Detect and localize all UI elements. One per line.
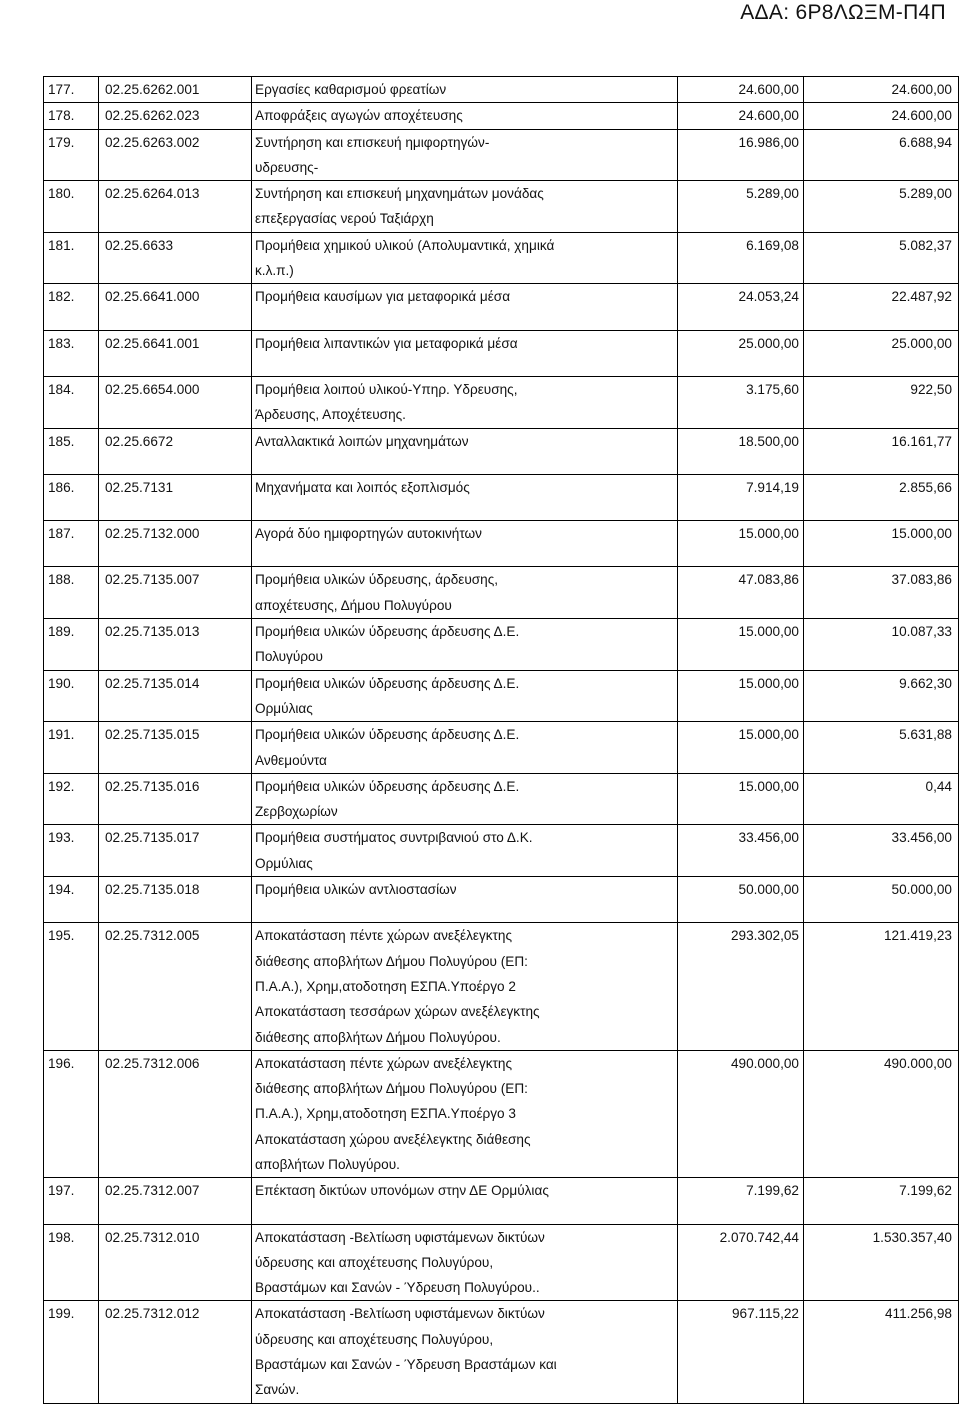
actual-value: 0,44 bbox=[804, 773, 959, 825]
actual-value: 50.000,00 bbox=[804, 877, 959, 923]
table-row bbox=[44, 670, 959, 722]
row-description bbox=[252, 877, 678, 923]
account-code: 02.25.7312.012 bbox=[99, 1301, 252, 1403]
description-line: Συντήρηση και επισκευή μηχανημάτων μονάδας bbox=[255, 186, 544, 202]
row-description bbox=[252, 232, 678, 284]
actual-value: 15.000,00 bbox=[804, 521, 959, 567]
row-number: 191. bbox=[44, 722, 99, 774]
row-spacer bbox=[255, 546, 673, 566]
row-description bbox=[252, 428, 678, 474]
budget-value: 3.175,60 bbox=[678, 376, 804, 428]
budget-value: 33.456,00 bbox=[678, 825, 804, 877]
row-number: 187. bbox=[44, 521, 99, 567]
description-line: Αποκατάσταση πέντε χώρων ανεξέλεγκτης bbox=[255, 1055, 513, 1071]
row-description bbox=[252, 77, 678, 103]
budget-value: 15.000,00 bbox=[678, 670, 804, 722]
row-description bbox=[252, 330, 678, 376]
description-line: αποβλήτων Πολυγύρου. bbox=[255, 1156, 400, 1172]
actual-value: 121.419,23 bbox=[804, 923, 959, 1050]
row-description bbox=[252, 1301, 678, 1403]
row-number: 195. bbox=[44, 923, 99, 1050]
row-number: 185. bbox=[44, 428, 99, 474]
budget-value: 967.115,22 bbox=[678, 1301, 804, 1403]
table-row bbox=[44, 923, 959, 1050]
description-line: Αποκατάσταση τεσσάρων χώρων ανεξέλεγκτης bbox=[255, 1004, 540, 1020]
description-line: Προμήθεια υλικών αντλιοστασίων bbox=[255, 882, 457, 898]
row-description bbox=[252, 103, 678, 129]
row-number: 199. bbox=[44, 1301, 99, 1403]
actual-value: 1.530.357,40 bbox=[804, 1224, 959, 1301]
actual-value: 16.161,77 bbox=[804, 428, 959, 474]
account-code: 02.25.7135.007 bbox=[99, 567, 252, 619]
budget-value: 47.083,86 bbox=[678, 567, 804, 619]
row-number: 179. bbox=[44, 129, 99, 181]
account-code: 02.25.7312.007 bbox=[99, 1178, 252, 1224]
actual-value: 25.000,00 bbox=[804, 330, 959, 376]
budget-value: 490.000,00 bbox=[678, 1050, 804, 1177]
row-spacer bbox=[255, 500, 673, 520]
row-description bbox=[252, 923, 678, 1050]
table-row bbox=[44, 1224, 959, 1301]
description-line: Προμήθεια καυσίμων για μεταφορικά μέσα bbox=[255, 289, 511, 305]
row-description bbox=[252, 181, 678, 233]
description-line: Προμήθεια συστήματος συντριβανιού στο Δ.Κ. bbox=[255, 830, 533, 846]
table-row bbox=[44, 103, 959, 129]
table-row bbox=[44, 129, 959, 181]
row-description bbox=[252, 670, 678, 722]
description-line: Προμήθεια λοιπού υλικού-Υπηρ. Υδρευσης, bbox=[255, 381, 518, 397]
table-row bbox=[44, 1050, 959, 1177]
account-code: 02.25.6672 bbox=[99, 428, 252, 474]
budget-value: 2.070.742,44 bbox=[678, 1224, 804, 1301]
row-description bbox=[252, 619, 678, 671]
account-code: 02.25.6262.023 bbox=[99, 103, 252, 129]
description-line: Βραστάμων και Σανών - Ύδρευση Βραστάμων και bbox=[255, 1357, 557, 1373]
description-line: Πολυγύρου bbox=[255, 649, 323, 665]
row-description bbox=[252, 825, 678, 877]
budget-value: 16.986,00 bbox=[678, 129, 804, 181]
actual-value: 24.600,00 bbox=[804, 103, 959, 129]
row-number: 177. bbox=[44, 77, 99, 103]
description-line: Π.Α.Α.), Χρημ,ατοδοτηση ΕΣΠΑ.Υποέργο 2 bbox=[255, 978, 516, 994]
row-description bbox=[252, 773, 678, 825]
row-spacer bbox=[255, 1204, 673, 1224]
description-line: Εργασίες καθαρισμού φρεατίων bbox=[255, 82, 447, 97]
table-row bbox=[44, 330, 959, 376]
budget-value: 18.500,00 bbox=[678, 428, 804, 474]
account-code: 02.25.6633 bbox=[99, 232, 252, 284]
row-number: 178. bbox=[44, 103, 99, 129]
description-line: διάθεσης αποβλήτων Δήμου Πολυγύρου (ΕΠ: bbox=[255, 953, 528, 969]
account-code: 02.25.7312.005 bbox=[99, 923, 252, 1050]
account-code: 02.25.7135.016 bbox=[99, 773, 252, 825]
account-code: 02.25.7135.018 bbox=[99, 877, 252, 923]
account-code: 02.25.6263.002 bbox=[99, 129, 252, 181]
row-number: 181. bbox=[44, 232, 99, 284]
actual-value: 922,50 bbox=[804, 376, 959, 428]
description-line: Π.Α.Α.), Χρημ,ατοδοτηση ΕΣΠΑ.Υποέργο 3 bbox=[255, 1106, 516, 1122]
account-code: 02.25.7312.010 bbox=[99, 1224, 252, 1301]
row-number: 180. bbox=[44, 181, 99, 233]
row-spacer bbox=[255, 454, 673, 474]
description-line: Προμήθεια υλικών ύδρευσης άρδευσης Δ.Ε. bbox=[255, 778, 520, 794]
row-spacer bbox=[255, 356, 673, 376]
row-description bbox=[252, 376, 678, 428]
description-line: Μηχανήματα και λοιπός εξοπλισμός bbox=[255, 479, 470, 495]
description-line: Ανταλλακτικά λοιπών μηχανημάτων bbox=[255, 433, 469, 449]
budget-value: 15.000,00 bbox=[678, 521, 804, 567]
description-line: Προμήθεια λιπαντικών για μεταφορικά μέσα bbox=[255, 335, 518, 351]
description-line: Ορμύλιας bbox=[255, 700, 313, 716]
account-code: 02.25.6654.000 bbox=[99, 376, 252, 428]
account-code: 02.25.6641.001 bbox=[99, 330, 252, 376]
table-row bbox=[44, 722, 959, 774]
budget-value: 24.053,24 bbox=[678, 284, 804, 330]
budget-value: 6.169,08 bbox=[678, 232, 804, 284]
actual-value: 5.289,00 bbox=[804, 181, 959, 233]
actual-value: 9.662,30 bbox=[804, 670, 959, 722]
table-row bbox=[44, 474, 959, 520]
table-row bbox=[44, 284, 959, 330]
description-line: Προμήθεια υλικών ύδρευσης άρδευσης Δ.Ε. bbox=[255, 675, 520, 691]
row-description bbox=[252, 722, 678, 774]
row-number: 188. bbox=[44, 567, 99, 619]
row-number: 190. bbox=[44, 670, 99, 722]
table-row bbox=[44, 825, 959, 877]
row-description bbox=[252, 1050, 678, 1177]
table-row bbox=[44, 77, 959, 103]
table-row bbox=[44, 877, 959, 923]
row-number: 194. bbox=[44, 877, 99, 923]
row-number: 189. bbox=[44, 619, 99, 671]
actual-value: 7.199,62 bbox=[804, 1178, 959, 1224]
budget-table bbox=[43, 76, 959, 1404]
description-line: διάθεσης αποβλήτων Δήμου Πολυγύρου (ΕΠ: bbox=[255, 1081, 528, 1097]
account-code: 02.25.6264.013 bbox=[99, 181, 252, 233]
description-line: διάθεσης αποβλήτων Δήμου Πολυγύρου. bbox=[255, 1029, 501, 1045]
budget-table-body bbox=[44, 77, 959, 1404]
description-line: κ.λ.π.) bbox=[255, 263, 294, 279]
budget-value: 24.600,00 bbox=[678, 103, 804, 129]
account-code: 02.25.7131 bbox=[99, 474, 252, 520]
actual-value: 2.855,66 bbox=[804, 474, 959, 520]
table-row bbox=[44, 521, 959, 567]
ada-code: ΑΔΑ: 6Ρ8ΛΩΞΜ-Π4Π bbox=[740, 1, 946, 24]
table-row bbox=[44, 428, 959, 474]
row-number: 196. bbox=[44, 1050, 99, 1177]
actual-value: 37.083,86 bbox=[804, 567, 959, 619]
description-line: Προμήθεια υλικών ύδρευσης, άρδευσης, bbox=[255, 572, 499, 588]
account-code: 02.25.6641.000 bbox=[99, 284, 252, 330]
budget-value: 5.289,00 bbox=[678, 181, 804, 233]
table-row bbox=[44, 1178, 959, 1224]
description-line: Αποφράξεις αγωγών αποχέτευσης bbox=[255, 108, 463, 124]
description-line: Αποκατάσταση -Βελτίωση υφιστάμενων δικτύων bbox=[255, 1306, 545, 1322]
table-row bbox=[44, 181, 959, 233]
budget-value: 15.000,00 bbox=[678, 773, 804, 825]
actual-value: 490.000,00 bbox=[804, 1050, 959, 1177]
description-line: επεξεργασίας νερού Ταξιάρχη bbox=[255, 211, 434, 227]
budget-value: 15.000,00 bbox=[678, 619, 804, 671]
budget-value: 25.000,00 bbox=[678, 330, 804, 376]
actual-value: 6.688,94 bbox=[804, 129, 959, 181]
budget-value: 50.000,00 bbox=[678, 877, 804, 923]
row-description bbox=[252, 284, 678, 330]
account-code: 02.25.7132.000 bbox=[99, 521, 252, 567]
budget-value: 293.302,05 bbox=[678, 923, 804, 1050]
description-line: υδρευσης- bbox=[255, 159, 319, 175]
description-line: Προμήθεια υλικών ύδρευσης άρδευσης Δ.Ε. bbox=[255, 727, 520, 743]
description-line: Σανών. bbox=[255, 1382, 300, 1398]
description-line: Βραστάμων και Σανών - Ύδρευση Πολυγύρου.. bbox=[255, 1280, 540, 1296]
budget-value: 7.199,62 bbox=[678, 1178, 804, 1224]
actual-value: 24.600,00 bbox=[804, 77, 959, 103]
row-description bbox=[252, 567, 678, 619]
table-row bbox=[44, 773, 959, 825]
account-code: 02.25.7135.015 bbox=[99, 722, 252, 774]
actual-value: 22.487,92 bbox=[804, 284, 959, 330]
row-number: 193. bbox=[44, 825, 99, 877]
actual-value: 33.456,00 bbox=[804, 825, 959, 877]
description-line: αποχέτευσης, Δήμου Πολυγύρου bbox=[255, 597, 452, 613]
row-description bbox=[252, 1224, 678, 1301]
description-line: Συντήρηση και επισκευή ημιφορτηγών- bbox=[255, 134, 490, 150]
description-line: Αποκατάσταση χώρου ανεξέλεγκτης διάθεσης bbox=[255, 1131, 531, 1147]
row-description bbox=[252, 474, 678, 520]
description-line: Αποκατάσταση -Βελτίωση υφιστάμενων δικτύων bbox=[255, 1229, 545, 1245]
row-spacer bbox=[255, 902, 673, 922]
description-line: Άρδευσης, Αποχέτευσης. bbox=[255, 407, 406, 423]
table-row bbox=[44, 1301, 959, 1403]
row-number: 184. bbox=[44, 376, 99, 428]
description-line: Ορμύλιας bbox=[255, 855, 313, 871]
description-line: ύδρευσης και αποχέτευσης Πολυγύρου, bbox=[255, 1254, 494, 1270]
table-row bbox=[44, 376, 959, 428]
row-number: 197. bbox=[44, 1178, 99, 1224]
budget-value: 7.914,19 bbox=[678, 474, 804, 520]
row-number: 186. bbox=[44, 474, 99, 520]
account-code: 02.25.7135.014 bbox=[99, 670, 252, 722]
row-description bbox=[252, 1178, 678, 1224]
row-number: 198. bbox=[44, 1224, 99, 1301]
actual-value: 411.256,98 bbox=[804, 1301, 959, 1403]
description-line: Επέκταση δικτύων υπονόμων στην ΔΕ Ορμύλιας bbox=[255, 1183, 549, 1199]
budget-value: 24.600,00 bbox=[678, 77, 804, 103]
account-code: 02.25.7312.006 bbox=[99, 1050, 252, 1177]
row-number: 182. bbox=[44, 284, 99, 330]
account-code: 02.25.7135.013 bbox=[99, 619, 252, 671]
row-number: 183. bbox=[44, 330, 99, 376]
description-line: Αποκατάσταση πέντε χώρων ανεξέλεγκτης bbox=[255, 928, 513, 944]
table-row bbox=[44, 619, 959, 671]
account-code: 02.25.7135.017 bbox=[99, 825, 252, 877]
description-line: Προμήθεια υλικών ύδρευσης άρδευσης Δ.Ε. bbox=[255, 624, 520, 640]
actual-value: 5.082,37 bbox=[804, 232, 959, 284]
actual-value: 10.087,33 bbox=[804, 619, 959, 671]
table-row bbox=[44, 232, 959, 284]
account-code: 02.25.6262.001 bbox=[99, 77, 252, 103]
budget-value: 15.000,00 bbox=[678, 722, 804, 774]
description-line: Προμήθεια χημικού υλικού (Απολυμαντικά, χημικά bbox=[255, 237, 555, 253]
row-description bbox=[252, 129, 678, 181]
description-line: ύδρευσης και αποχέτευσης Πολυγύρου, bbox=[255, 1331, 494, 1347]
description-line: Αγορά δύο ημιφορτηγών αυτοκινήτων bbox=[255, 526, 482, 542]
actual-value: 5.631,88 bbox=[804, 722, 959, 774]
row-spacer bbox=[255, 310, 673, 330]
row-number: 192. bbox=[44, 773, 99, 825]
row-description bbox=[252, 521, 678, 567]
description-line: Ζερβοχωρίων bbox=[255, 804, 338, 820]
description-line: Ανθεμούντα bbox=[255, 752, 327, 768]
table-row bbox=[44, 567, 959, 619]
